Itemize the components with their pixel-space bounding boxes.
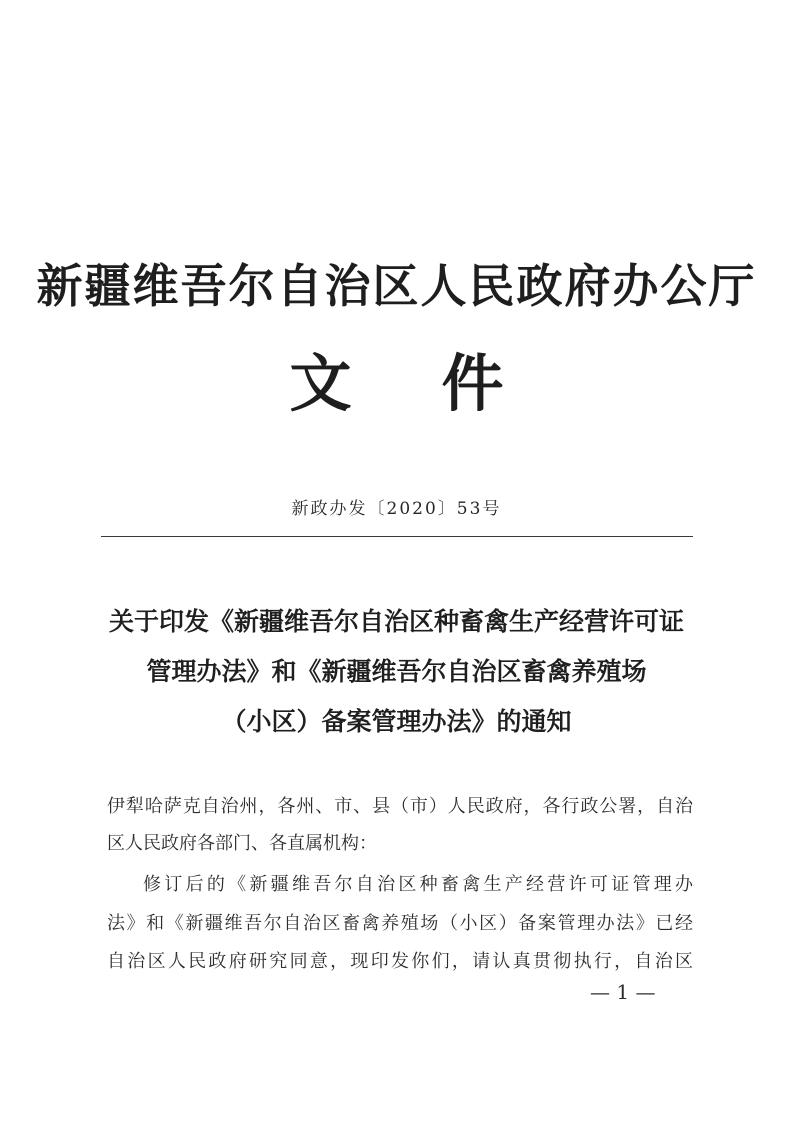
recipients-line-2: 区人民政府各部门、各直属机构：	[107, 833, 377, 854]
notice-title-line-2: 管理办法》和《新疆维吾尔自治区畜禽养殖场	[146, 657, 647, 686]
body-paragraph-line-3: 自治区人民政府研究同意，现印发你们，请认真贯彻执行，自治区	[107, 951, 693, 972]
document-type-char-1: 文	[289, 347, 352, 420]
notice-title-line-3: （小区）备案管理办法》的通知	[221, 707, 572, 736]
document-type-heading	[0, 334, 793, 423]
body-paragraph-line-1: 修订后的《新疆维吾尔自治区种畜禽生产经营许可证管理办	[143, 874, 693, 895]
header-divider	[101, 536, 693, 537]
recipients-line-1: 伊犁哈萨克自治州，各州、市、县（市）人民政府，各行政公署，自治	[107, 796, 693, 817]
issuing-authority: 新疆维吾尔自治区人民政府办公厅	[36, 259, 757, 313]
document-type-char-2: 件	[441, 347, 504, 420]
notice-title-line-1: 关于印发《新疆维吾尔自治区种畜禽生产经营许可证	[108, 607, 684, 636]
document-number: 新政办发〔2020〕53号	[291, 499, 502, 519]
body-paragraph-line-2: 法》和《新疆维吾尔自治区畜禽养殖场（小区）备案管理办法》已经	[107, 913, 693, 934]
page-number: — 1 —	[590, 980, 656, 1004]
